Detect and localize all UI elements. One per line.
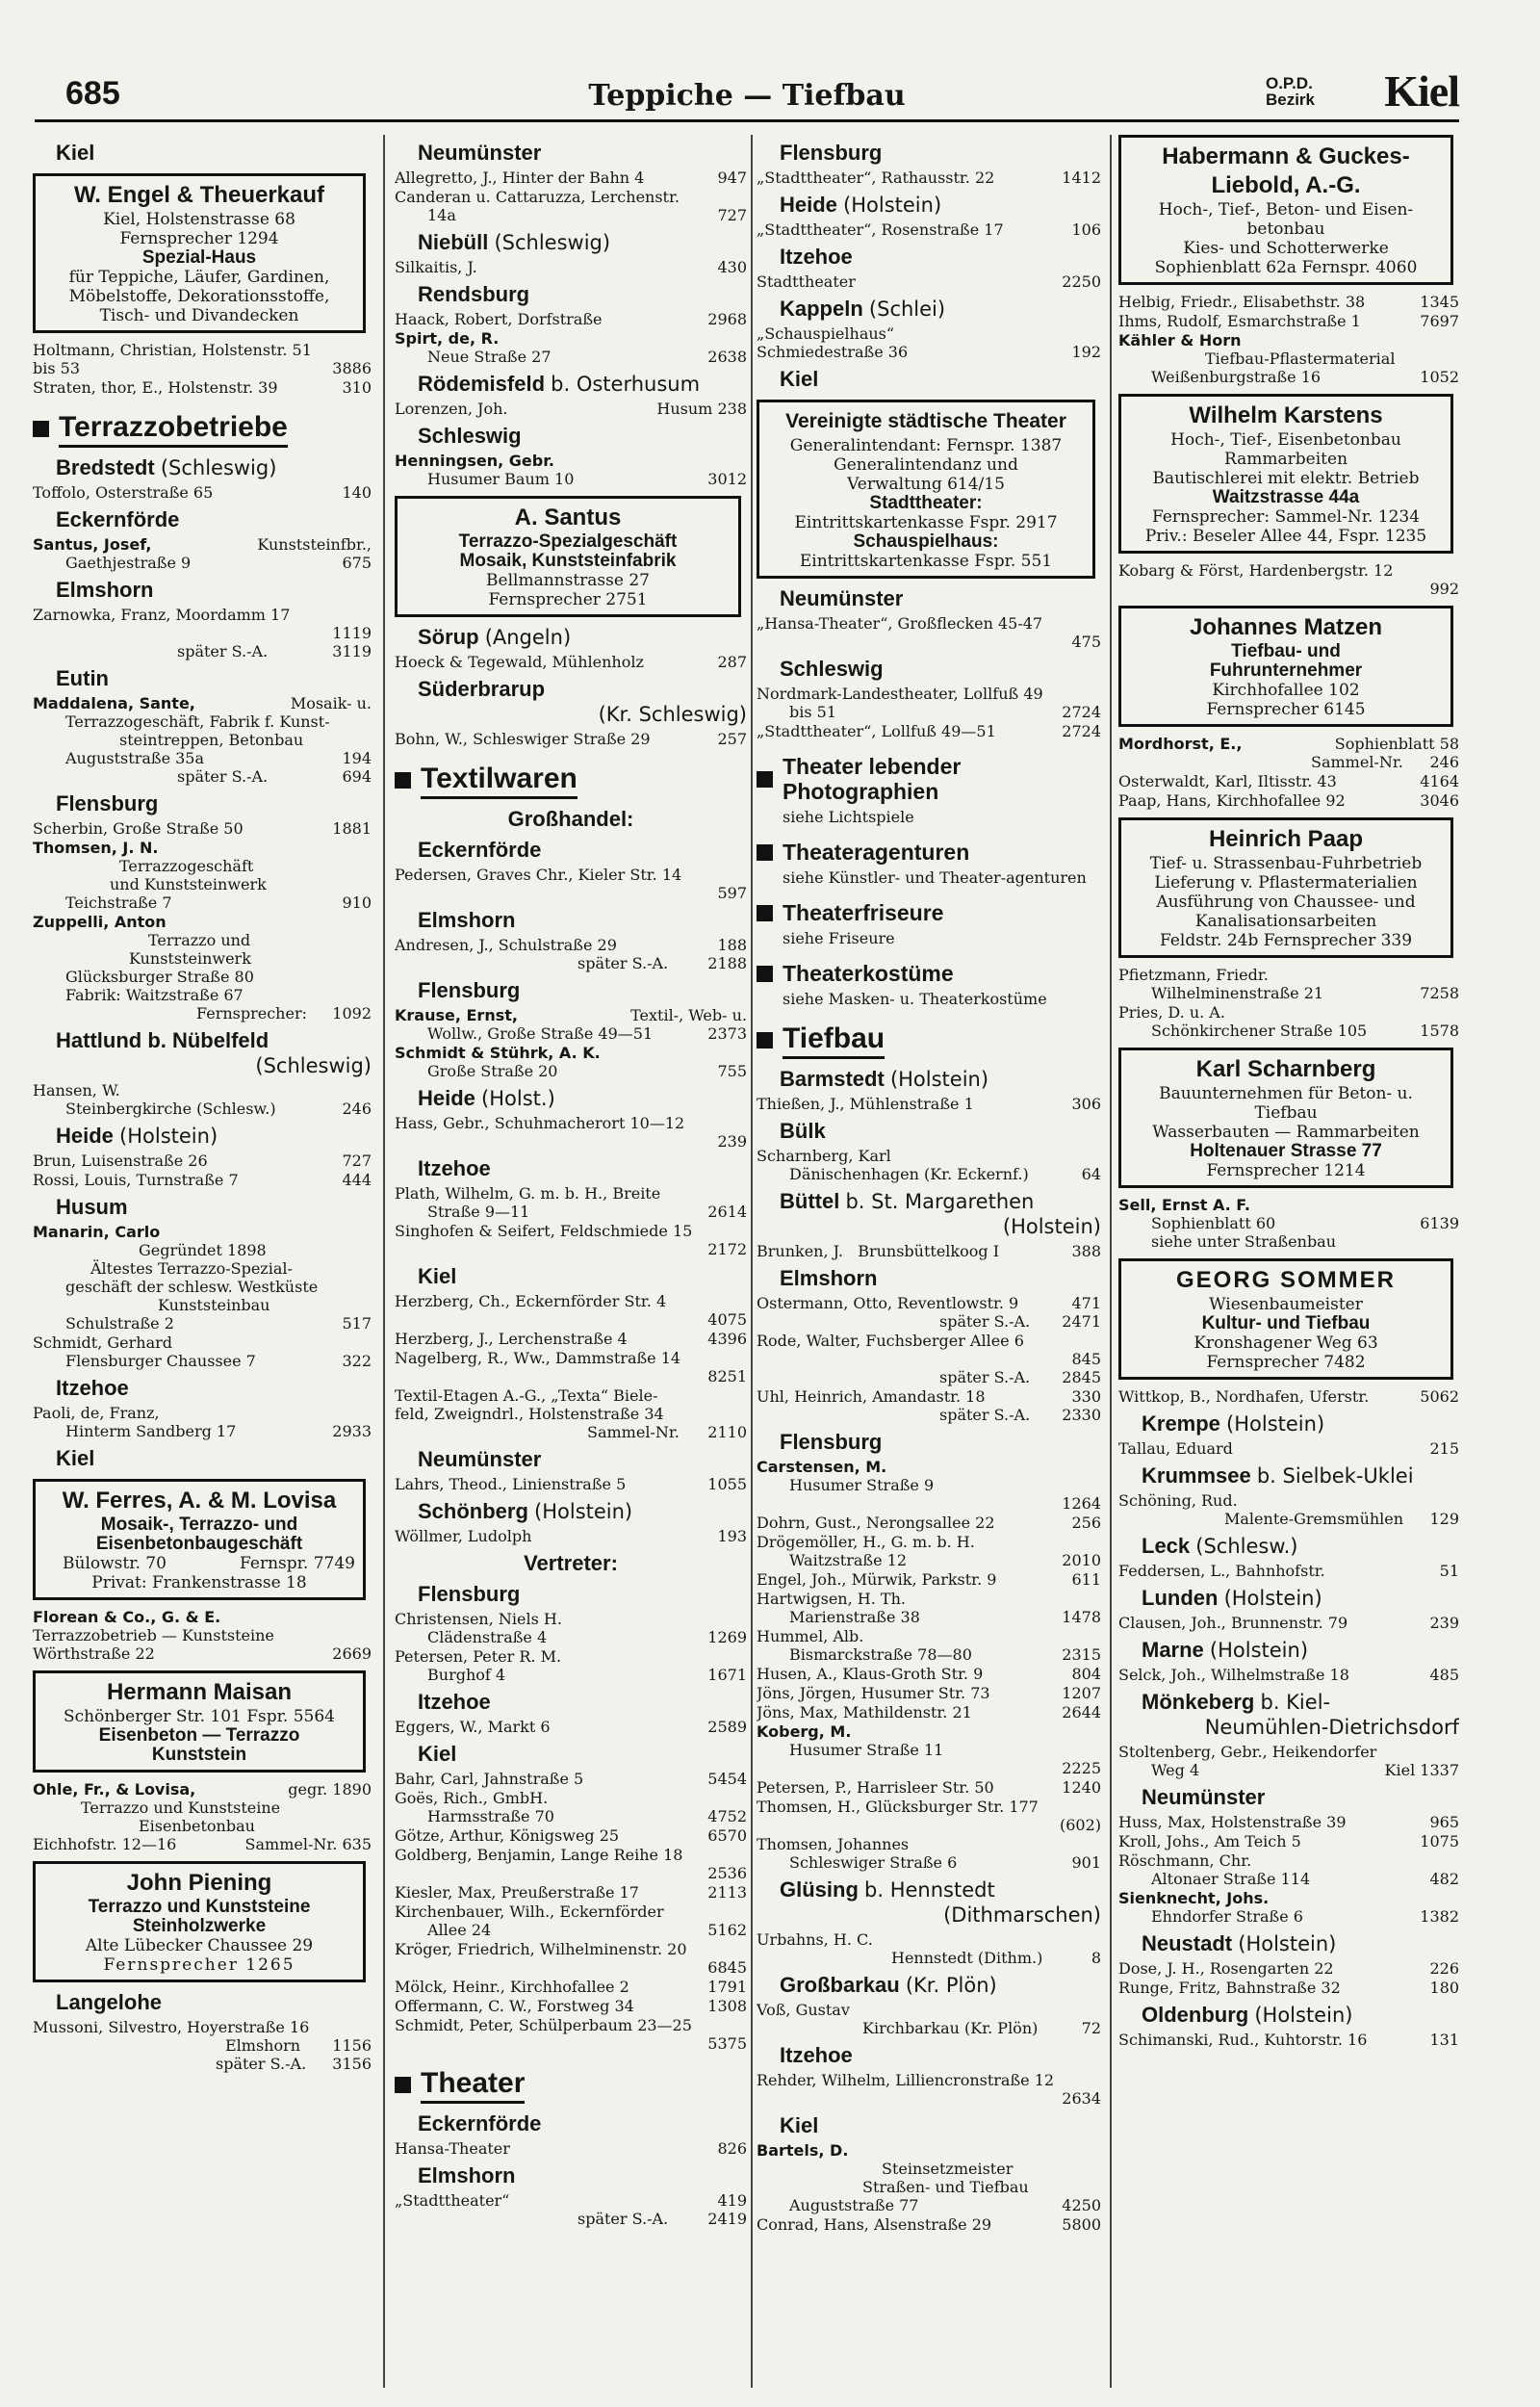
directory-entry: Sell, Ernst A. F. Sophienblatt 60 6139 siehe unter Straßenbau bbox=[1118, 1196, 1459, 1251]
town-heading: Krempe (Holstein) bbox=[1142, 1411, 1325, 1436]
directory-entry: Textil-Etagen A.-G., „Texta“ Biele- feld, Zweigndrl., Holstenstraße 34 Sammel-Nr. 2110 bbox=[395, 1386, 747, 1441]
town-heading: Neumünster bbox=[780, 586, 904, 610]
town-heading: Eutin bbox=[56, 666, 109, 690]
directory-entry: Kirchenbauer, Wilh., Eckernförder Allee 24 5162 bbox=[395, 1902, 747, 1939]
bullet-square-icon bbox=[395, 2077, 411, 2093]
directory-entry: Singhofen & Seifert, Feldschmiede 15 2172 bbox=[395, 1222, 747, 1258]
page-header bbox=[35, 66, 1459, 122]
category-heading: Theater bbox=[395, 2066, 747, 2104]
directory-entry: Herzberg, J., Lerchenstraße 4 4396 bbox=[395, 1330, 747, 1348]
town-heading: Heide (Holstein) bbox=[56, 1124, 218, 1148]
see-reference: siehe Künstler- und Theater-agenturen bbox=[783, 868, 1087, 887]
directory-entry: Schmidt, Gerhard Flensburger Chaussee 7 322 bbox=[33, 1333, 372, 1370]
directory-entry: Hansen, W. Steinbergkirche (Schlesw.) 246 bbox=[33, 1081, 372, 1118]
directory-entry: Hummel, Alb. Bismarckstraße 78—80 2315 bbox=[757, 1627, 1101, 1664]
directory-entry: Wittkop, B., Nordhafen, Uferstr. 5062 bbox=[1118, 1387, 1459, 1406]
town-heading: Heide (Holstein) bbox=[780, 193, 942, 217]
directory-entry: Scharnberg, Karl Dänischenhagen (Kr. Eckernf.) 64 bbox=[757, 1147, 1101, 1183]
directory-entry: „Stadttheater“, Lollfuß 49—51 2724 bbox=[757, 722, 1101, 740]
column-4 bbox=[1118, 135, 1459, 2397]
directory-entry: Kiesler, Max, Preußerstraße 17 2113 bbox=[395, 1883, 747, 1902]
directory-entry: Canderan u. Cattaruzza, Lerchenstr. 14a 727 bbox=[395, 188, 747, 224]
directory-entry: Brunken, J. Brunsbüttelkoog I 388 bbox=[757, 1242, 1101, 1260]
directory-entry: Tallau, Eduard 215 bbox=[1118, 1439, 1459, 1458]
directory-entry: Hansa-Theater 826 bbox=[395, 2139, 747, 2158]
directory-entry: Zuppelli, Anton Terrazzo und Kunststeinwerk Glücksburger Straße 80 Fabrik: Waitzstraße 67 Fernsprecher: 1092 bbox=[33, 913, 372, 1022]
town-heading: Neumünster bbox=[418, 1447, 542, 1471]
directory-entry: Petersen, Peter R. M. Burghof 4 1671 bbox=[395, 1647, 747, 1684]
directory-entry: „Stadttheater“, Rathausstr. 22 1412 bbox=[757, 168, 1101, 187]
directory-entry: Kroll, Johs., Am Teich 5 1075 bbox=[1118, 1832, 1459, 1851]
directory-entry: Henningsen, Gebr. Husumer Baum 10 3012 bbox=[395, 452, 747, 488]
town-heading: Flensburg bbox=[780, 141, 883, 165]
see-reference: siehe Lichtspiele bbox=[783, 808, 914, 826]
directory-entry: Conrad, Hans, Alsenstraße 29 5800 bbox=[757, 2215, 1101, 2234]
town-heading: Kiel bbox=[56, 141, 95, 165]
directory-entry: Dohrn, Gust., Nerongsallee 22 256 bbox=[757, 1514, 1101, 1532]
town-heading: Kiel bbox=[780, 2113, 819, 2137]
bullet-square-icon bbox=[757, 966, 773, 982]
town-heading: Husum bbox=[56, 1195, 128, 1219]
ad-box: Johannes Matzen Tiefbau- und Fuhrunternehmer Kirchhofallee 102 Fernsprecher 6145 bbox=[1118, 606, 1453, 727]
column-1 bbox=[33, 135, 372, 2397]
directory-entry: Schmidt, Peter, Schülperbaum 23—25 5375 bbox=[395, 2016, 747, 2053]
directory-entry: Helbig, Friedr., Elisabethstr. 38 1345 bbox=[1118, 293, 1459, 311]
directory-entry: Lorenzen, Joh. Husum 238 bbox=[395, 400, 747, 418]
directory-entry: Lahrs, Theod., Linienstraße 5 1055 bbox=[395, 1475, 747, 1493]
directory-entry: Spirt, de, R. Neue Straße 27 2638 bbox=[395, 329, 747, 366]
category-heading: Theateragenturen bbox=[757, 840, 1101, 865]
directory-entry: Andresen, J., Schulstraße 29 188 später S.-A. 2188 bbox=[395, 936, 747, 972]
directory-entry: Ostermann, Otto, Reventlowstr. 9 471 später S.-A. 2471 bbox=[757, 1294, 1101, 1331]
directory-entry: Pfietzmann, Friedr. Wilhelminenstraße 21 7258 bbox=[1118, 966, 1459, 1002]
bullet-square-icon bbox=[757, 771, 773, 788]
directory-entry: Holtmann, Christian, Holstenstr. 51 bis 53 3886 bbox=[33, 341, 372, 377]
bullet-square-icon bbox=[395, 772, 411, 789]
town-heading: Eckernförde bbox=[418, 2111, 542, 2135]
town-heading: Kiel bbox=[56, 1446, 95, 1470]
town-heading: Hattlund b. Nübelfeld (Schleswig) bbox=[56, 1028, 372, 1077]
directory-entry: Sienknecht, Johs. Ehndorfer Straße 6 1382 bbox=[1118, 1889, 1459, 1926]
directory-entry: Pries, D. u. A. Schönkirchener Straße 105 1578 bbox=[1118, 1003, 1459, 1040]
directory-entry: Thomsen, J. N. Terrazzogeschäft und Kunststeinwerk Teichstraße 7 910 bbox=[33, 839, 372, 912]
town-heading: Langelohe bbox=[56, 1990, 163, 2014]
directory-entry: Wöllmer, Ludolph 193 bbox=[395, 1527, 747, 1545]
directory-entry: Eggers, W., Markt 6 2589 bbox=[395, 1718, 747, 1736]
directory-entry: Voß, Gustav Kirchbarkau (Kr. Plön) 72 bbox=[757, 2001, 1101, 2037]
directory-entry: Engel, Joh., Mürwik, Parkstr. 9 611 bbox=[757, 1570, 1101, 1589]
town-heading: Barmstedt (Holstein) bbox=[780, 1067, 989, 1091]
page-number: 685 bbox=[65, 75, 120, 112]
directory-entry: Goldberg, Benjamin, Lange Reihe 18 2536 bbox=[395, 1846, 747, 1882]
directory-entry: Petersen, P., Harrisleer Str. 50 1240 bbox=[757, 1778, 1101, 1797]
town-heading: Elmshorn bbox=[418, 2163, 516, 2187]
town-heading: Kiel bbox=[418, 1264, 457, 1288]
directory-entry: Husen, A., Klaus-Groth Str. 9 804 bbox=[757, 1665, 1101, 1683]
town-heading: Schönberg (Holstein) bbox=[418, 1499, 633, 1523]
town-heading: Rendsburg bbox=[418, 282, 530, 306]
column-3 bbox=[757, 135, 1101, 2397]
directory-entry: Clausen, Joh., Brunnenstr. 79 239 bbox=[1118, 1614, 1459, 1632]
town-heading: Eckernförde bbox=[56, 507, 180, 531]
directory-entry: Stoltenberg, Gebr., Heikendorfer Weg 4 Kiel 1337 bbox=[1118, 1743, 1459, 1779]
directory-entry: Paoli, de, Franz, Hinterm Sandberg 17 2933 bbox=[33, 1404, 372, 1440]
directory-entry: Rehder, Wilhelm, Lilliencronstraße 12 2634 bbox=[757, 2071, 1101, 2108]
directory-entry: Offermann, C. W., Forstweg 34 1308 bbox=[395, 1997, 747, 2015]
directory-entry: Santus, Josef, Kunststeinfbr., Gaethjestraße 9 675 bbox=[33, 535, 372, 572]
directory-entry: Silkaitis, J. 430 bbox=[395, 258, 747, 276]
directory-entry: Maddalena, Sante, Mosaik- u. Terrazzogeschäft, Fabrik f. Kunst- steintreppen, Betonbau Auguststraße 35a 194 später S.-A. 694 bbox=[33, 694, 372, 786]
directory-entry: Nordmark-Landestheater, Lollfuß 49 bis 51 2724 bbox=[757, 685, 1101, 721]
town-heading: Flensburg bbox=[418, 978, 521, 1002]
town-heading: Elmshorn bbox=[56, 578, 154, 602]
directory-entry: Toffolo, Osterstraße 65 140 bbox=[33, 483, 372, 502]
town-heading: Eckernförde bbox=[418, 838, 542, 862]
town-heading: Glüsing b. Hennstedt (Dithmarschen) bbox=[780, 1877, 1101, 1927]
see-reference: siehe Friseure bbox=[783, 929, 895, 947]
ad-box: GEORG SOMMER Wiesenbaumeister Kultur- und Tiefbau Kronshagener Weg 63 Fernsprecher 7482 bbox=[1118, 1258, 1453, 1380]
ad-box: Habermann & Guckes- Liebold, A.-G. Hoch-, Tief-, Beton- und Eisen- betonbau Kies- und Schotterwerke Sophienblatt 62a Fernspr. 4060 bbox=[1118, 135, 1453, 285]
directory-entry: Ihms, Rudolf, Esmarchstraße 1 7697 bbox=[1118, 312, 1459, 330]
town-heading: Schleswig bbox=[780, 657, 884, 681]
ad-box: W. Ferres, A. & M. Lovisa Mosaik-, Terrazzo- und Eisenbetonbaugeschäft Bülowstr. 70 Fernspr. 7749 Privat: Frankenstrasse 18 bbox=[33, 1479, 366, 1600]
town-heading: Itzehoe bbox=[780, 245, 853, 269]
town-heading: Rödemisfeld b. Osterhusum bbox=[418, 372, 701, 396]
directory-entry: Ohle, Fr., & Lovisa, gegr. 1890 Terrazzo und Kunststeine Eisenbetonbau Eichhofstr. 12—16 Sammel-Nr. 635 bbox=[33, 1780, 372, 1853]
directory-entry: Christensen, Niels H. Clädenstraße 4 1269 bbox=[395, 1610, 747, 1646]
directory-entry: Goës, Rich., GmbH. Harmsstraße 70 4752 bbox=[395, 1789, 747, 1825]
town-heading: Mönkeberg b. Kiel- Neumühlen-Dietrichsdorf bbox=[1142, 1690, 1459, 1739]
column-2 bbox=[395, 135, 747, 2397]
directory-entry: Selck, Joh., Wilhelmstraße 18 485 bbox=[1118, 1666, 1459, 1684]
directory-entry: Carstensen, M. Husumer Straße 9 1264 bbox=[757, 1458, 1101, 1513]
directory-entry: Bartels, D. Steinsetzmeister Straßen- und Tiefbau Auguststraße 77 4250 bbox=[757, 2141, 1101, 2214]
town-heading: Kappeln (Schlei) bbox=[780, 297, 946, 321]
column-rule bbox=[383, 135, 385, 2388]
town-heading: Itzehoe bbox=[56, 1376, 129, 1400]
directory-entry: Jöns, Max, Mathildenstr. 21 2644 bbox=[757, 1703, 1101, 1721]
town-heading: Neustadt (Holstein) bbox=[1142, 1931, 1337, 1955]
directory-entry: Drögemöller, H., G. m. b. H. Waitzstraße 12 2010 bbox=[757, 1533, 1101, 1569]
ad-box: Wilhelm Karstens Hoch-, Tief-, Eisenbetonbau Rammarbeiten Bautischlerei mit elektr. Betrieb Waitzstrasse 44a Fernsprecher: Sammel-Nr. 1234 Priv.: Beseler Allee 44, Fspr. 1235 bbox=[1118, 394, 1453, 554]
town-heading: Krummsee b. Sielbek-Uklei bbox=[1142, 1463, 1414, 1488]
town-heading: Elmshorn bbox=[780, 1266, 878, 1290]
town-heading: Süderbrarup (Kr. Schleswig) bbox=[418, 677, 747, 726]
town-heading: Flensburg bbox=[418, 1582, 521, 1606]
directory-entry: Koberg, M. Husumer Straße 11 2225 bbox=[757, 1722, 1101, 1777]
town-heading: Flensburg bbox=[780, 1430, 883, 1454]
directory-entry: „Stadttheater“ 419 später S.-A. 2419 bbox=[395, 2191, 747, 2228]
see-reference: siehe Masken- u. Theaterkostüme bbox=[783, 990, 1047, 1008]
directory-entry: Osterwaldt, Karl, Iltisstr. 43 4164 bbox=[1118, 772, 1459, 790]
town-heading: Kiel bbox=[780, 367, 819, 391]
ad-box: W. Engel & Theuerkauf Kiel, Holstenstrasse 68 Fernsprecher 1294 Spezial-Haus für Teppiche, Läufer, Gardinen, Möbelstoffe, Dekorationsstoffe, Tisch- und Divandecken bbox=[33, 173, 366, 333]
category-heading: Terrazzobetriebe bbox=[33, 410, 372, 448]
ad-box: Heinrich Paap Tief- u. Strassenbau-Fuhrbetrieb Lieferung v. Pflastermaterialien Ausführung von Chaussee- und Kanalisationsarbeiten Feldstr. 24b Fernsprecher 339 bbox=[1118, 817, 1453, 958]
bullet-square-icon bbox=[757, 905, 773, 921]
page-title: Teppiche — Tiefbau bbox=[588, 79, 906, 113]
directory-entry: Kobarg & Först, Hardenbergstr. 12 992 bbox=[1118, 561, 1459, 598]
town-heading: Itzehoe bbox=[418, 1690, 491, 1714]
directory-entry: Allegretto, J., Hinter der Bahn 4 947 bbox=[395, 168, 747, 187]
directory-entry: Herzberg, Ch., Eckernförder Str. 4 4075 bbox=[395, 1292, 747, 1329]
directory-entry: Rossi, Louis, Turnstraße 7 444 bbox=[33, 1171, 372, 1189]
category-heading: Theater lebender Photographien bbox=[757, 754, 1101, 804]
directory-entry: Mussoni, Silvestro, Hoyerstraße 16 Elmshorn 1156 später S.-A. 3156 bbox=[33, 2018, 372, 2073]
category-heading: Tiefbau bbox=[757, 1022, 1101, 1059]
town-heading: Oldenburg (Holstein) bbox=[1142, 2003, 1353, 2027]
subheading: Großhandel: bbox=[507, 807, 634, 831]
town-heading: Kiel bbox=[418, 1742, 457, 1766]
category-heading: Theaterkostüme bbox=[757, 961, 1101, 986]
town-heading: Büttel b. St. Margarethen (Holstein) bbox=[780, 1189, 1101, 1238]
directory-entry: Thomsen, Johannes Schleswiger Straße 6 901 bbox=[757, 1835, 1101, 1872]
directory-entry: Paap, Hans, Kirchhofallee 92 3046 bbox=[1118, 791, 1459, 810]
directory-entry: Stadttheater 2250 bbox=[757, 272, 1101, 291]
directory-entry: Jöns, Jörgen, Husumer Str. 73 1207 bbox=[757, 1684, 1101, 1702]
town-heading: Heide (Holst.) bbox=[418, 1086, 555, 1110]
directory-entry: „Schauspielhaus“ Schmiedestraße 36 192 bbox=[757, 324, 1101, 361]
column-rule bbox=[1110, 135, 1112, 2388]
directory-entry: Thomsen, H., Glücksburger Str. 177 (602) bbox=[757, 1798, 1101, 1834]
directory-entry: Schimanski, Rud., Kuhtorstr. 16 131 bbox=[1118, 2031, 1459, 2049]
directory-entry: Kröger, Friedrich, Wilhelminenstr. 20 6845 bbox=[395, 1940, 747, 1977]
directory-entry: Brun, Luisenstraße 26 727 bbox=[33, 1152, 372, 1170]
directory-entry: Runge, Fritz, Bahnstraße 32 180 bbox=[1118, 1979, 1459, 1997]
town-heading: Bredstedt (Schleswig) bbox=[56, 455, 277, 479]
directory-entry: Bahr, Carl, Jahnstraße 5 5454 bbox=[395, 1770, 747, 1788]
ad-box: Vereinigte städtische Theater Generalintendant: Fernspr. 1387 Generalintendanz und Verwaltung 614/15 Stadttheater: Eintrittskartenkasse Fspr. 2917 Schauspielhaus: Eintrittskartenkasse Fspr. 551 bbox=[757, 400, 1095, 579]
directory-entry: „Stadttheater“, Rosenstraße 17 106 bbox=[757, 220, 1101, 239]
directory-entry: Urbahns, H. C. Hennstedt (Dithm.) 8 bbox=[757, 1930, 1101, 1967]
directory-entry: Mordhorst, E., Sophienblatt 58 Sammel-Nr. 246 bbox=[1118, 735, 1459, 771]
subheading: Vertreter: bbox=[524, 1551, 618, 1575]
bullet-square-icon bbox=[757, 844, 773, 861]
town-heading: Elmshorn bbox=[418, 908, 516, 932]
directory-entry: Haack, Robert, Dorfstraße 2968 bbox=[395, 310, 747, 328]
town-heading: Bülk bbox=[780, 1119, 826, 1143]
directory-entry: Rode, Walter, Fuchsberger Allee 6 845 später S.-A. 2845 bbox=[757, 1332, 1101, 1386]
town-heading: Neumünster bbox=[418, 141, 542, 165]
district-label: O.P.D. Bezirk bbox=[1265, 74, 1315, 109]
directory-entry: Manarin, Carlo Gegründet 1898 Ältestes Terrazzo-Spezial- geschäft der schlesw. Westküste Kunststeinbau Schulstraße 2 517 bbox=[33, 1223, 372, 1333]
directory-entry: Dose, J. H., Rosengarten 22 226 bbox=[1118, 1959, 1459, 1978]
town-heading: Lunden (Holstein) bbox=[1142, 1586, 1322, 1610]
directory-entry: Röschmann, Chr. Altonaer Straße 114 482 bbox=[1118, 1851, 1459, 1888]
directory-entry: Huss, Max, Holstenstraße 39 965 bbox=[1118, 1813, 1459, 1831]
bullet-square-icon bbox=[33, 421, 49, 437]
town-heading: Marne (Holstein) bbox=[1142, 1638, 1309, 1662]
category-heading: Theaterfriseure bbox=[757, 900, 1101, 925]
town-heading: Niebüll (Schleswig) bbox=[418, 230, 611, 254]
bullet-square-icon bbox=[757, 1032, 773, 1048]
directory-entry: Krause, Ernst, Textil-, Web- u. Wollw., Große Straße 49—51 2373 bbox=[395, 1006, 747, 1043]
directory-entry: Schöning, Rud. Malente-Gremsmühlen 129 bbox=[1118, 1491, 1459, 1528]
directory-entry: Nagelberg, R., Ww., Dammstraße 14 8251 bbox=[395, 1349, 747, 1385]
directory-entry: Pedersen, Graves Chr., Kieler Str. 14 597 bbox=[395, 866, 747, 902]
directory-entry: Straten, thor, E., Holstenstr. 39 310 bbox=[33, 378, 372, 397]
ad-box: Karl Scharnberg Bauunternehmen für Beton- u. Tiefbau Wasserbauten — Rammarbeiten Holtenauer Strasse 77 Fernsprecher 1214 bbox=[1118, 1048, 1453, 1188]
town-heading: Itzehoe bbox=[418, 1156, 491, 1180]
directory-entry: Hartwigsen, H. Th. Marienstraße 38 1478 bbox=[757, 1590, 1101, 1626]
ad-box: A. Santus Terrazzo-Spezialgeschäft Mosaik, Kunststeinfabrik Bellmannstrasse 27 Fernsprecher 2751 bbox=[395, 496, 741, 617]
directory-entry: Hoeck & Tegewald, Mühlenholz 287 bbox=[395, 653, 747, 671]
town-heading: Flensburg bbox=[56, 791, 159, 815]
directory-entry: Scherbin, Große Straße 50 1881 bbox=[33, 819, 372, 838]
town-heading: Leck (Schlesw.) bbox=[1142, 1534, 1298, 1558]
directory-entry: „Hansa-Theater“, Großflecken 45-47 475 bbox=[757, 614, 1101, 651]
directory-entry: Mölck, Heinr., Kirchhofallee 2 1791 bbox=[395, 1978, 747, 1996]
town-heading: Großbarkau (Kr. Plön) bbox=[780, 1973, 997, 1997]
town-heading: Sörup (Angeln) bbox=[418, 625, 572, 649]
ad-box: Hermann Maisan Schönberger Str. 101 Fspr. 5564 Eisenbeton — Terrazzo Kunststein bbox=[33, 1670, 366, 1773]
directory-entry: Hass, Gebr., Schuhmacherort 10—12 239 bbox=[395, 1114, 747, 1151]
directory-entry: Kähler & Horn Tiefbau-Pflastermaterial Weißenburgstraße 16 1052 bbox=[1118, 331, 1459, 386]
directory-entry: Plath, Wilhelm, G. m. b. H., Breite Straße 9—11 2614 bbox=[395, 1184, 747, 1221]
town-heading: Schleswig bbox=[418, 424, 522, 448]
directory-entry: Zarnowka, Franz, Moordamm 17 1119 später S.-A. 3119 bbox=[33, 606, 372, 660]
town-heading: Itzehoe bbox=[780, 2043, 853, 2067]
directory-entry: Götze, Arthur, Königsweg 25 6570 bbox=[395, 1826, 747, 1845]
town-heading: Neumünster bbox=[1142, 1785, 1266, 1809]
directory-entry: Uhl, Heinrich, Amandastr. 18 330 später S.-A. 2330 bbox=[757, 1387, 1101, 1424]
column-rule bbox=[751, 135, 753, 2388]
ad-box: John Piening Terrazzo und Kunststeine Steinholzwerke Alte Lübecker Chaussee 29 Fernsprecher 1265 bbox=[33, 1861, 366, 1982]
directory-entry: Bohn, W., Schleswiger Straße 29 257 bbox=[395, 730, 747, 748]
directory-entry: Florean & Co., G. & E. Terrazzobetrieb — Kunststeine Wörthstraße 22 2669 bbox=[33, 1608, 372, 1663]
category-heading: Textilwaren bbox=[395, 762, 747, 799]
directory-entry: Thießen, J., Mühlenstraße 1 306 bbox=[757, 1095, 1101, 1113]
directory-entry: Schmidt & Stührk, A. K. Große Straße 20 755 bbox=[395, 1044, 747, 1080]
directory-entry: Feddersen, L., Bahnhofstr. 51 bbox=[1118, 1562, 1459, 1580]
region-name: Kiel bbox=[1384, 66, 1459, 116]
